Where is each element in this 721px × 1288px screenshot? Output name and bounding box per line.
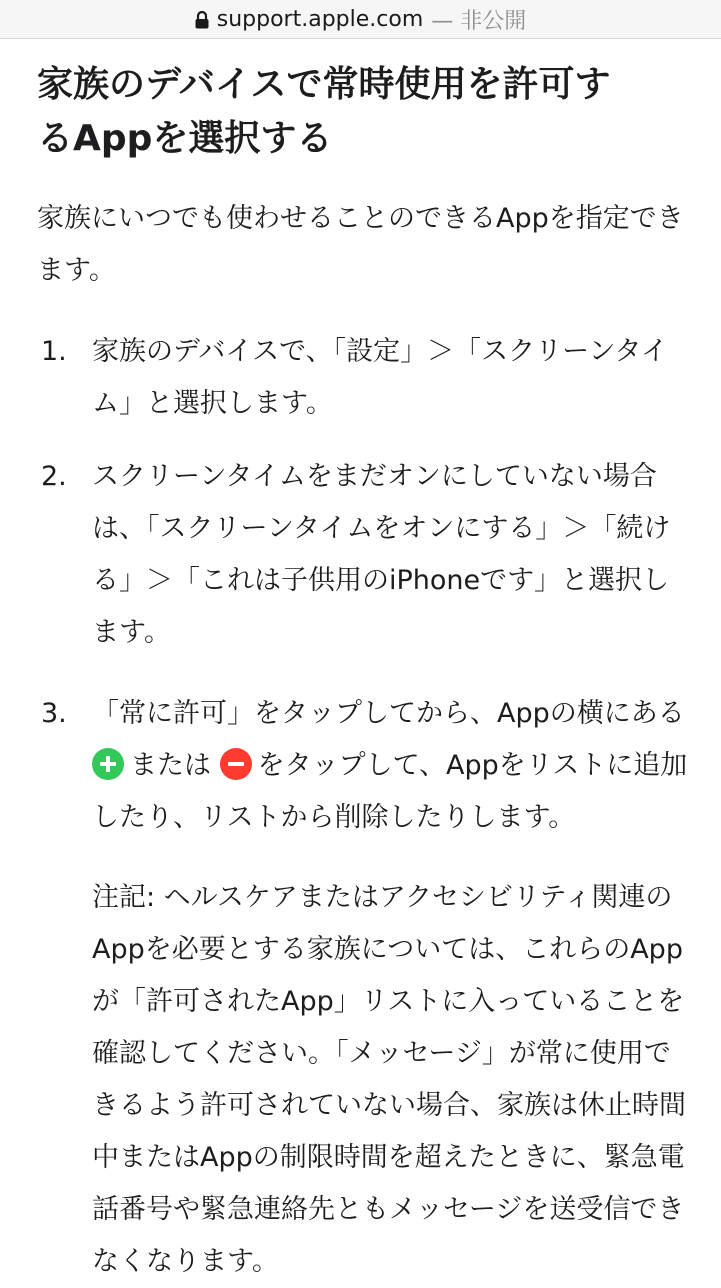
url-privacy-status: — 非公開	[431, 8, 527, 34]
step-text-part: または	[130, 750, 211, 781]
step-text	[92, 688, 692, 844]
step-number: 3.	[41, 698, 67, 729]
page-title: 家族のデバイスで常時使用を許可するAppを選択する	[37, 64, 611, 159]
plus-circle-icon	[92, 748, 124, 780]
step-number: 1.	[41, 336, 67, 367]
step-number: 2.	[41, 461, 67, 492]
address-bar[interactable]	[0, 0, 721, 39]
step-text-part: をタップして、Appをリストに追加したり、リストから削除したりします。	[92, 750, 688, 833]
list-item-step-2	[37, 451, 697, 659]
list-item-step-3	[37, 688, 697, 844]
lock-icon	[195, 11, 209, 29]
url-domain: support.apple.com	[216, 6, 424, 32]
step-text: 家族のデバイスで、「設定」＞「スクリーンタイム」と選択します。	[92, 336, 668, 419]
list-item-step-1	[37, 326, 697, 430]
step-text: スクリーンタイムをまだオンにしていない場合は、「スクリーンタイムをオンにする」＞「続ける」＞「これは子供用のiPhoneです」と選択します。	[92, 461, 671, 648]
step-text-part: 「常に許可」をタップしてから、Appの横にある	[92, 698, 685, 729]
intro-paragraph: 家族にいつでも使わせることのできるAppを指定できます。	[37, 203, 684, 286]
minus-circle-icon	[220, 748, 252, 780]
note-paragraph: 注記: ヘルスケアまたはアクセシビリティ関連のAppを必要とする家族については、これらのAppが「許可されたApp」リストに入っていることを確認してください。「メッセージ」が常に使用できるよう許可されていない場合、家族は休止時間中またはAppの制限時間を超えたときに、緊急電話番号や緊急連絡先ともメッセージを送受信できなくなります。	[92, 882, 686, 1277]
